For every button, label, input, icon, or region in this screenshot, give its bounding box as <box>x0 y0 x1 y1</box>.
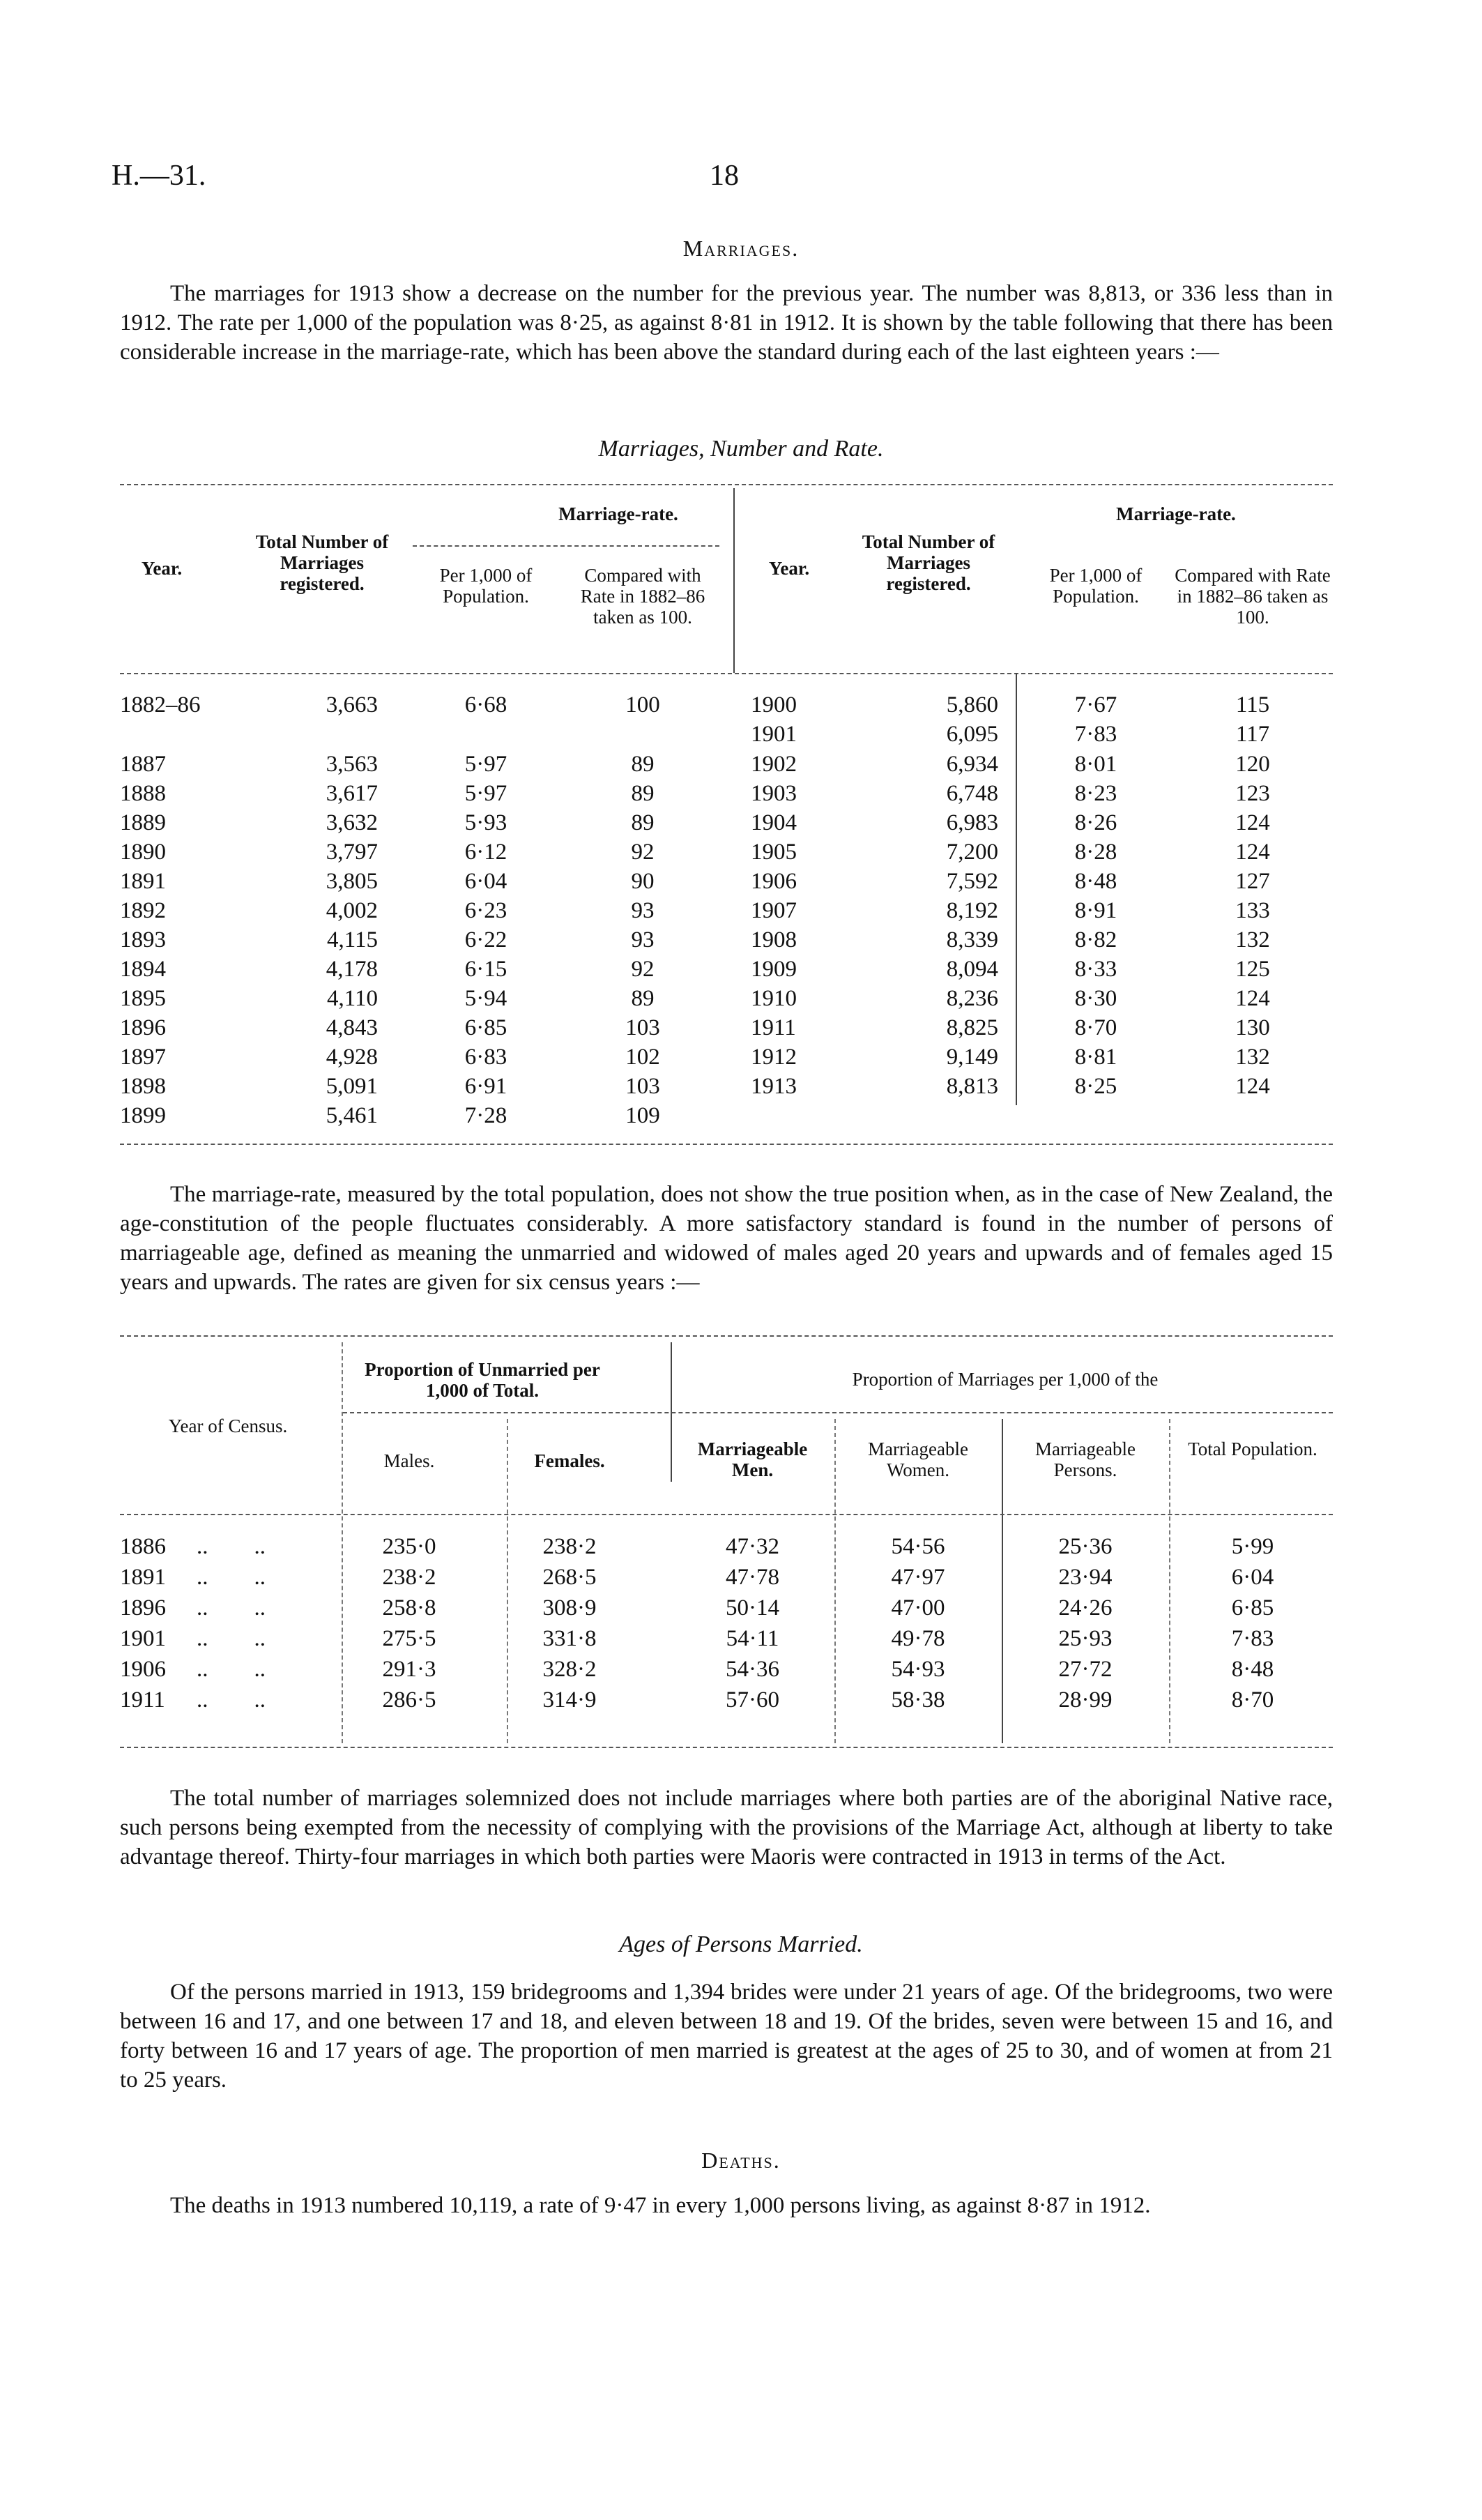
t2-leader-dots: .. .. <box>197 1657 266 1682</box>
t1-right-cell: 1910 <box>751 986 797 1011</box>
t1-left-cell: 93 <box>631 927 655 952</box>
t1-left-per1000-header: Per 1,000 of Population. <box>439 565 533 607</box>
t1-left-cell: 3,563 <box>326 752 378 777</box>
t1-right-cell: 133 <box>1235 898 1270 923</box>
t1-right-cell: 8·91 <box>1074 898 1117 923</box>
t1-left-cell: 103 <box>625 1074 660 1099</box>
t1-right-cell: 132 <box>1235 927 1270 952</box>
t1-right-cell: 8·81 <box>1074 1045 1117 1070</box>
t1-left-cell: 109 <box>625 1103 660 1128</box>
t1-left-cell: 3,617 <box>326 781 378 806</box>
t1-left-cell: 89 <box>631 986 655 1011</box>
t1-left-cell: 3,797 <box>326 840 378 865</box>
t1-left-cell: 103 <box>625 1015 660 1040</box>
t2-year-cell: 1906 <box>120 1657 166 1682</box>
t1-left-cell: 1892 <box>120 898 166 923</box>
t1-left-cell: 90 <box>631 869 655 894</box>
t1-right-cell: 8·25 <box>1074 1074 1117 1099</box>
native-marriages-paragraph: The total number of marriages solemnized does not include marriages where both parties are of the aboriginal Native race, such persons being exempted from the necessity of complying with the provisions of the Marriage Act, although at liberty to take advantage thereof. Thirty-four marriages in which both parties were Maoris were contracted in 1913 in terms of the Act. <box>120 1786 1333 1869</box>
t1-left-rate-group-header: Marriage-rate. <box>558 503 678 524</box>
t1-left-cell: 89 <box>631 810 655 835</box>
t1-left-cell: 5·97 <box>464 781 507 806</box>
t1-right-cell: 1903 <box>751 781 797 806</box>
t2-value-cell: 286·5 <box>382 1687 436 1713</box>
t1-right-cell: 1912 <box>751 1045 797 1070</box>
t2-value-cell: 25·93 <box>1058 1626 1113 1651</box>
t2-value-cell: 25·36 <box>1058 1534 1113 1559</box>
t1-right-cell: 1905 <box>751 840 797 865</box>
t1-left-cell: 3,632 <box>326 810 378 835</box>
t1-left-cell: 92 <box>631 840 655 865</box>
t1-right-cell: 5,860 <box>946 692 998 718</box>
t2-value-cell: 28·99 <box>1058 1687 1113 1713</box>
deaths-heading: Deaths. <box>701 2148 781 2173</box>
t2-marriages-group-header: Proportion of Marriages per 1,000 of the <box>852 1369 1159 1390</box>
t2-value-cell: 23·94 <box>1058 1565 1113 1590</box>
t1-left-cell: 4,002 <box>326 898 378 923</box>
document-reference: H.—31. <box>112 160 206 192</box>
t1-right-cell: 8,813 <box>946 1074 998 1099</box>
t2-leader-dots: .. .. <box>197 1565 266 1590</box>
t1-left-cell: 5·94 <box>464 986 507 1011</box>
t1-right-cell: 124 <box>1235 1074 1270 1099</box>
t1-right-cell: 6,934 <box>946 752 998 777</box>
t2-value-cell: 238·2 <box>382 1565 436 1590</box>
t1-right-cell: 123 <box>1235 781 1270 806</box>
t2-value-cell: 8·70 <box>1231 1687 1274 1713</box>
page-number: 18 <box>710 160 739 192</box>
t1-left-cell: 1891 <box>120 869 166 894</box>
t2-value-cell: 8·48 <box>1231 1657 1274 1682</box>
t2-value-cell: 54·36 <box>726 1657 779 1682</box>
t1-left-cell: 89 <box>631 752 655 777</box>
t1-left-cell: 100 <box>625 692 660 718</box>
t1-right-cell: 8,825 <box>946 1015 998 1040</box>
t1-right-cell: 1909 <box>751 957 797 982</box>
t1-right-cell: 1900 <box>751 692 797 718</box>
table2-bottom-rule <box>120 1747 1333 1748</box>
t1-left-cell: 6·15 <box>464 957 507 982</box>
t2-value-cell: 47·32 <box>726 1534 779 1559</box>
t1-left-cell: 93 <box>631 898 655 923</box>
ages-paragraph: Of the persons married in 1913, 159 bridegrooms and 1,394 brides were under 21 years of age. Of the bridegrooms, two were between 16 and 17, and one between 17 and 18, and eleven between 18 and 19. Of the brides, seven were between 15 and 16, and forty between 16 and 17 years of age. The proportion of men married is greatest at the ages of 25 to 30, and of women at from 21 to 25 years. <box>120 1980 1333 2093</box>
t2-value-cell: 24·26 <box>1058 1595 1113 1620</box>
table1-top-rule <box>120 484 1333 485</box>
t1-left-rate-rule <box>413 545 719 547</box>
t2-value-cell: 47·00 <box>891 1595 945 1620</box>
t1-left-cell: 4,110 <box>326 986 378 1011</box>
t2-value-cell: 6·04 <box>1231 1565 1274 1590</box>
t1-right-cell: 8·28 <box>1074 840 1117 865</box>
t1-right-cell: 120 <box>1235 752 1270 777</box>
t2-men-header: Marriageable Men. <box>697 1439 808 1480</box>
t1-right-cell: 8,192 <box>946 898 998 923</box>
t2-population-header: Total Population. <box>1188 1439 1317 1459</box>
t1-right-cell: 1911 <box>751 1015 796 1040</box>
t2-value-cell: 7·83 <box>1231 1626 1274 1651</box>
t1-left-cell: 4,928 <box>326 1045 378 1070</box>
t2-value-cell: 308·9 <box>542 1595 597 1620</box>
t2-value-cell: 328·2 <box>542 1657 597 1682</box>
t1-right-cell: 1906 <box>751 869 797 894</box>
t1-right-cell: 1913 <box>751 1074 797 1099</box>
t1-right-cell: 124 <box>1235 840 1270 865</box>
t1-right-cell: 6,095 <box>946 722 998 747</box>
t1-right-cell: 1904 <box>751 810 797 835</box>
t2-value-cell: 58·38 <box>891 1687 945 1713</box>
t1-left-cell: 89 <box>631 781 655 806</box>
deaths-paragraph: The deaths in 1913 numbered 10,119, a rate of 9·47 in every 1,000 persons living, as against 8·87 in 1912. <box>170 2193 1151 2218</box>
t1-right-cell: 8,094 <box>946 957 998 982</box>
t1-right-cell: 8,236 <box>946 986 998 1011</box>
t1-right-cell: 8·30 <box>1074 986 1117 1011</box>
t2-sex-divider <box>507 1419 508 1743</box>
t1-right-cell: 8·33 <box>1074 957 1117 982</box>
t2-year-cell: 1911 <box>120 1687 165 1713</box>
t1-right-cell: 8·48 <box>1074 869 1117 894</box>
t2-value-cell: 47·78 <box>726 1565 779 1590</box>
t2-value-cell: 5·99 <box>1231 1534 1274 1559</box>
t1-right-per1000-header: Per 1,000 of Population. <box>1049 565 1143 607</box>
t2-persons-pop-divider <box>1169 1419 1170 1743</box>
t1-right-cell: 117 <box>1235 722 1270 747</box>
t1-left-cell: 1890 <box>120 840 166 865</box>
t1-right-cell: 124 <box>1235 986 1270 1011</box>
t2-value-cell: 47·97 <box>891 1565 945 1590</box>
t1-left-cell: 6·23 <box>464 898 507 923</box>
t1-left-cell: 1894 <box>120 957 166 982</box>
t2-year-divider <box>342 1342 343 1743</box>
t1-left-cell: 6·83 <box>464 1045 507 1070</box>
t2-value-cell: 27·72 <box>1058 1657 1113 1682</box>
t1-right-cell: 8·26 <box>1074 810 1117 835</box>
t2-persons-header: Marriageable Persons. <box>1035 1439 1136 1480</box>
table2-top-rule <box>120 1335 1333 1337</box>
t2-value-cell: 54·93 <box>891 1657 945 1682</box>
t1-left-year-header: Year. <box>141 558 183 579</box>
t1-left-cell: 6·12 <box>464 840 507 865</box>
t1-left-cell: 1893 <box>120 927 166 952</box>
t1-right-cell: 6,748 <box>946 781 998 806</box>
t2-year-cell: 1896 <box>120 1595 166 1620</box>
t2-value-cell: 57·60 <box>726 1687 779 1713</box>
t1-left-cell: 1897 <box>120 1045 166 1070</box>
t1-right-cell: 1902 <box>751 752 797 777</box>
t2-leader-dots: .. .. <box>197 1595 266 1620</box>
t1-right-cell: 8·82 <box>1074 927 1117 952</box>
t1-header-divider <box>733 488 735 673</box>
t1-left-cell: 3,805 <box>326 869 378 894</box>
t2-value-cell: 50·14 <box>726 1595 779 1620</box>
t1-right-cell: 7·83 <box>1074 722 1117 747</box>
marriages-heading: Marriages. <box>682 236 800 261</box>
t2-year-header: Year of Census. <box>168 1415 288 1436</box>
t1-right-cell: 125 <box>1235 957 1270 982</box>
t1-left-cell: 4,115 <box>326 927 378 952</box>
t1-right-cell: 115 <box>1235 692 1270 718</box>
t1-right-column-divider <box>1016 673 1017 1105</box>
t2-value-cell: 6·85 <box>1231 1595 1274 1620</box>
t2-value-cell: 331·8 <box>542 1626 597 1651</box>
t1-right-cell: 127 <box>1235 869 1270 894</box>
t1-left-cell: 1898 <box>120 1074 166 1099</box>
t1-right-cell: 8,339 <box>946 927 998 952</box>
t2-men-women-divider <box>834 1419 836 1743</box>
t1-left-cell: 1889 <box>120 810 166 835</box>
t2-women-header: Marriageable Women. <box>868 1439 968 1480</box>
t1-left-cell: 1895 <box>120 986 166 1011</box>
t1-right-total-header: Total Number of Marriages registered. <box>862 531 995 594</box>
t2-value-cell: 268·5 <box>542 1565 597 1590</box>
t1-left-compared-header: Compared with Rate in 1882–86 taken as 100. <box>580 565 705 628</box>
t2-value-cell: 275·5 <box>382 1626 436 1651</box>
t1-left-cell: 5,461 <box>326 1103 378 1128</box>
t2-value-cell: 238·2 <box>542 1534 597 1559</box>
t1-left-cell: 6·91 <box>464 1074 507 1099</box>
t1-right-compared-header: Compared with Rate in 1882–86 taken as 100. <box>1175 565 1331 628</box>
t1-right-cell: 7·67 <box>1074 692 1117 718</box>
marriages-number-rate-table <box>120 481 1333 1151</box>
t1-left-cell: 6·22 <box>464 927 507 952</box>
t2-females-header: Females. <box>534 1450 605 1471</box>
t1-left-cell: 6·85 <box>464 1015 507 1040</box>
t1-left-cell: 5·93 <box>464 810 507 835</box>
t1-left-cell: 1882–86 <box>120 692 201 718</box>
t1-left-cell: 4,843 <box>326 1015 378 1040</box>
t1-left-total-header: Total Number of Marriages registered. <box>255 531 389 594</box>
t1-right-cell: 130 <box>1235 1015 1270 1040</box>
t1-right-cell: 7,200 <box>946 840 998 865</box>
t1-left-cell: 1899 <box>120 1103 166 1128</box>
t2-value-cell: 235·0 <box>382 1534 436 1559</box>
t1-left-cell: 7·28 <box>464 1103 507 1128</box>
t1-left-cell: 5·97 <box>464 752 507 777</box>
t1-left-cell: 92 <box>631 957 655 982</box>
t1-right-cell: 8·01 <box>1074 752 1117 777</box>
t1-left-cell: 4,178 <box>326 957 378 982</box>
marriages-intro-paragraph: The marriages for 1913 show a decrease on the number for the previous year. The number was 8,813, or 336 less than in 1912. The rate per 1,000 of the population was 8·25, as against 8·81 in 1912. It is shown by the table following that there has been considerable increase in the marriage-rate, which has been above the standard during each of the last eighteen years :— <box>120 281 1333 365</box>
t1-left-cell: 6·68 <box>464 692 507 718</box>
t2-value-cell: 54·11 <box>726 1626 779 1651</box>
t2-value-cell: 314·9 <box>542 1687 597 1713</box>
t2-value-cell: 49·78 <box>891 1626 945 1651</box>
t2-year-cell: 1901 <box>120 1626 166 1651</box>
t1-right-year-header: Year. <box>768 558 810 579</box>
t2-leader-dots: .. .. <box>197 1534 266 1559</box>
t1-left-cell: 6·04 <box>464 869 507 894</box>
marriageable-proportions-table <box>120 1335 1333 1768</box>
t1-right-cell: 1901 <box>751 722 797 747</box>
t2-year-cell: 1891 <box>120 1565 166 1590</box>
t1-left-cell: 102 <box>625 1045 660 1070</box>
t1-left-cell: 5,091 <box>326 1074 378 1099</box>
marriage-rate-paragraph: The marriage-rate, measured by the total population, does not show the true position when, as in the case of New Zealand, the age-constitution of the people fluctuates considerably. A more satisfactory standard is found in the number of persons of marriageable age, defined as meaning the unmarried and widowed of males aged 20 years and upwards and of females aged 15 years and upwards. The rates are given for six census years :— <box>120 1182 1333 1295</box>
t2-value-cell: 258·8 <box>382 1595 436 1620</box>
t1-left-cell: 3,663 <box>326 692 378 718</box>
t1-header-bottom-rule <box>120 673 1333 674</box>
t1-right-cell: 6,983 <box>946 810 998 835</box>
t1-right-cell: 7,592 <box>946 869 998 894</box>
table1-title: Marriages, Number and Rate. <box>598 436 884 462</box>
t1-right-cell: 132 <box>1235 1045 1270 1070</box>
table1-bottom-rule <box>120 1144 1333 1145</box>
t2-women-persons-divider <box>1002 1419 1003 1743</box>
t2-males-header: Males. <box>383 1450 435 1471</box>
t1-right-cell: 1908 <box>751 927 797 952</box>
t1-right-cell: 8·23 <box>1074 781 1117 806</box>
t1-right-cell: 8·70 <box>1074 1015 1117 1040</box>
t2-group-rule <box>343 1412 1333 1413</box>
t1-right-cell: 1907 <box>751 898 797 923</box>
t2-leader-dots: .. .. <box>197 1626 266 1651</box>
t1-left-cell: 1888 <box>120 781 166 806</box>
t2-leader-dots: .. .. <box>197 1687 266 1713</box>
t1-left-cell: 1896 <box>120 1015 166 1040</box>
t1-right-rate-group-header: Marriage-rate. <box>1116 503 1236 524</box>
t2-year-cell: 1886 <box>120 1534 166 1559</box>
t1-right-cell: 124 <box>1235 810 1270 835</box>
t1-right-cell: 9,149 <box>946 1045 998 1070</box>
t1-left-cell: 1887 <box>120 752 166 777</box>
t2-header-bottom-rule <box>120 1514 1333 1515</box>
t2-value-cell: 54·56 <box>891 1534 945 1559</box>
ages-heading: Ages of Persons Married. <box>619 1931 863 1957</box>
t2-value-cell: 291·3 <box>382 1657 436 1682</box>
t2-unmarried-group-header: Proportion of Unmarried per 1,000 of Total. <box>365 1359 600 1401</box>
